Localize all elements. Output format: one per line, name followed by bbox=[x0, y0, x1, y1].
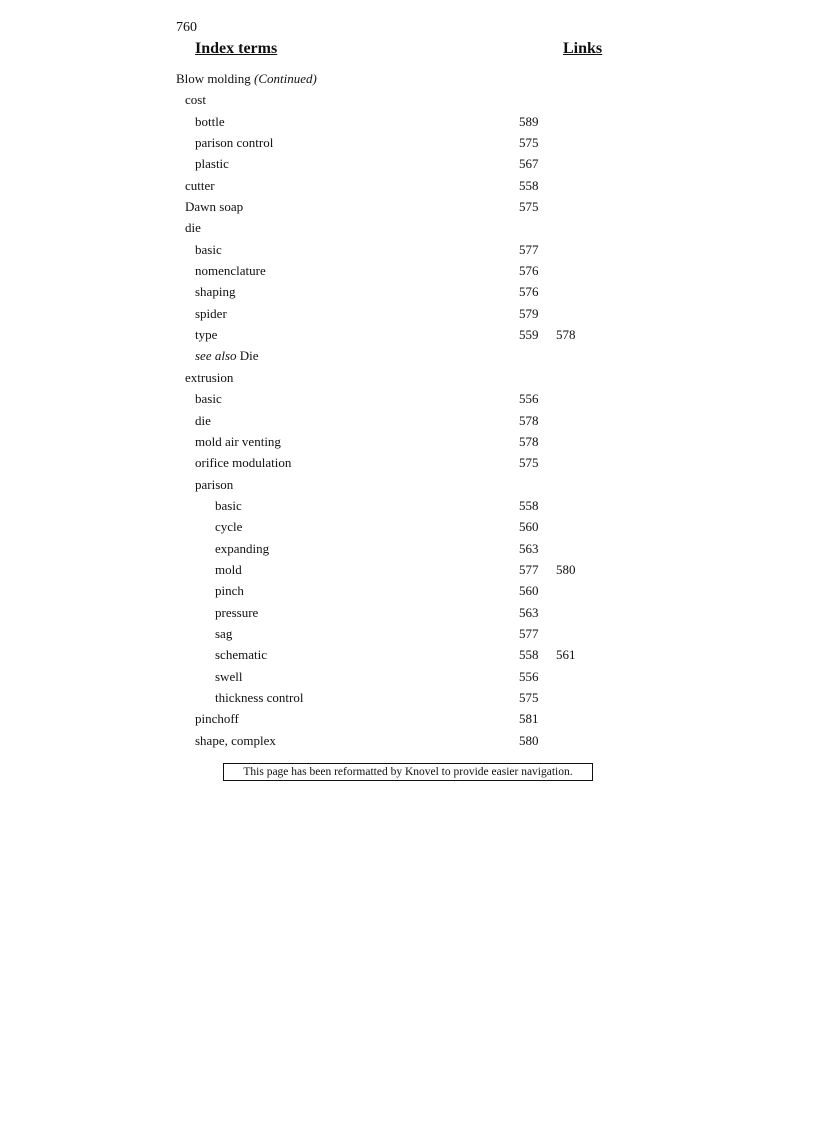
index-entry bbox=[0, 708, 816, 729]
page-link[interactable]: 577 bbox=[519, 241, 539, 257]
index-term bbox=[195, 153, 229, 174]
index-entry bbox=[0, 68, 816, 89]
page-link[interactable]: 556 bbox=[519, 668, 539, 684]
index-term bbox=[195, 431, 281, 452]
page-link[interactable]: 576 bbox=[519, 284, 539, 300]
index-term-text: cycle bbox=[215, 519, 243, 535]
page-link[interactable]: 558 bbox=[519, 647, 539, 663]
index-entry bbox=[0, 687, 816, 708]
index-entry bbox=[0, 666, 816, 687]
index-term bbox=[195, 452, 291, 473]
page-link[interactable]: 577 bbox=[519, 625, 539, 641]
page-link[interactable]: 580 bbox=[519, 732, 539, 748]
index-entry bbox=[0, 495, 816, 516]
continued-label: (Continued) bbox=[254, 71, 317, 86]
index-term bbox=[195, 388, 222, 409]
page-link[interactable]: 578 bbox=[519, 412, 539, 428]
index-entry bbox=[0, 324, 816, 345]
reformat-notice: This page has been reformatted by Knovel to provide easier navigation. bbox=[223, 763, 593, 781]
page-link[interactable]: 578 bbox=[556, 327, 576, 343]
index-entry bbox=[0, 303, 816, 324]
index-entry bbox=[0, 410, 816, 431]
index-term-text: pressure bbox=[215, 604, 259, 620]
index-term bbox=[195, 239, 222, 260]
page-link[interactable]: 563 bbox=[519, 540, 539, 556]
page-link[interactable]: 579 bbox=[519, 305, 539, 321]
index-entry bbox=[0, 452, 816, 473]
index-term-text: Blow molding bbox=[176, 71, 255, 86]
page-link[interactable]: 559 bbox=[519, 327, 539, 343]
page-link[interactable]: 567 bbox=[519, 156, 539, 172]
index-term bbox=[195, 303, 227, 324]
index-entry bbox=[0, 111, 816, 132]
page-link[interactable]: 575 bbox=[519, 199, 539, 215]
page-link[interactable]: 575 bbox=[519, 135, 539, 151]
page-link[interactable]: 575 bbox=[519, 455, 539, 471]
index-term bbox=[215, 538, 269, 559]
index-term-text: mold air venting bbox=[195, 433, 281, 449]
index-term-text: die bbox=[185, 220, 201, 236]
index-term-text: expanding bbox=[215, 540, 270, 556]
index-term-text: type bbox=[195, 327, 218, 343]
index-term-text: spider bbox=[195, 305, 227, 321]
index-entry bbox=[0, 559, 816, 580]
page-link[interactable]: 577 bbox=[519, 561, 539, 577]
index-term bbox=[215, 623, 232, 644]
index-entry bbox=[0, 153, 816, 174]
index-term-text: shaping bbox=[195, 284, 236, 300]
index-term bbox=[195, 324, 217, 345]
index-term-text: thickness control bbox=[215, 689, 304, 705]
index-term-text: nomenclature bbox=[195, 263, 266, 279]
index-term-text: orifice modulation bbox=[195, 455, 292, 471]
index-term-text: pinchoff bbox=[195, 711, 239, 727]
index-entry bbox=[0, 580, 816, 601]
index-term-text: pinch bbox=[215, 583, 244, 599]
page-link[interactable]: 576 bbox=[519, 263, 539, 279]
index-term-text: die bbox=[195, 412, 211, 428]
index-term-text: plastic bbox=[195, 156, 229, 172]
index-term bbox=[195, 260, 266, 281]
index-entry bbox=[0, 730, 816, 751]
page-link[interactable]: 563 bbox=[519, 604, 539, 620]
index-term-text: mold bbox=[215, 561, 242, 577]
index-term bbox=[215, 516, 242, 537]
index-entry bbox=[0, 474, 816, 495]
index-term bbox=[215, 580, 244, 601]
page-link[interactable]: 561 bbox=[556, 647, 576, 663]
index-term bbox=[215, 687, 303, 708]
page-link[interactable]: 556 bbox=[519, 391, 539, 407]
index-term bbox=[215, 559, 242, 580]
index-term-text: basic bbox=[195, 241, 222, 257]
page-link[interactable]: 558 bbox=[519, 177, 539, 193]
index-term-text: parison bbox=[195, 476, 234, 492]
index-term bbox=[185, 217, 201, 238]
links-header: Links bbox=[563, 40, 603, 57]
index-term bbox=[195, 410, 211, 431]
index-term-text: Die bbox=[236, 348, 259, 364]
index-entry bbox=[0, 644, 816, 665]
index-entry bbox=[0, 132, 816, 153]
index-term bbox=[215, 644, 267, 665]
page-number: 760 bbox=[176, 20, 197, 35]
index-terms-header: Index terms bbox=[195, 40, 278, 57]
index-entry bbox=[0, 367, 816, 388]
index-term-text: schematic bbox=[215, 647, 267, 663]
page-link[interactable]: 575 bbox=[519, 689, 539, 705]
index-entry bbox=[0, 623, 816, 644]
index-term-text: basic bbox=[195, 391, 222, 407]
page-link[interactable]: 581 bbox=[519, 711, 539, 727]
index-term bbox=[215, 666, 242, 687]
page-link[interactable]: 560 bbox=[519, 519, 539, 535]
see-also-label: see also bbox=[195, 348, 237, 364]
page-link[interactable]: 560 bbox=[519, 583, 539, 599]
index-term-text: parison control bbox=[195, 135, 274, 151]
index-term bbox=[176, 68, 317, 89]
index-term bbox=[195, 281, 235, 302]
index-term bbox=[195, 345, 259, 366]
index-term bbox=[195, 708, 239, 729]
index-entry bbox=[0, 602, 816, 623]
index-term-text: cutter bbox=[185, 177, 215, 193]
page-link[interactable]: 558 bbox=[519, 497, 539, 513]
index-entry bbox=[0, 260, 816, 281]
index-term-text: basic bbox=[215, 497, 242, 513]
index-term bbox=[195, 474, 233, 495]
index-term bbox=[195, 132, 273, 153]
index-entry bbox=[0, 175, 816, 196]
index-entry bbox=[0, 431, 816, 452]
index-term bbox=[185, 89, 206, 110]
index-entry bbox=[0, 196, 816, 217]
index-entry bbox=[0, 516, 816, 537]
index-term bbox=[215, 602, 258, 623]
index-term-text: swell bbox=[215, 668, 243, 684]
index-term-text: cost bbox=[185, 92, 206, 108]
index-term-text: bottle bbox=[195, 113, 225, 129]
page-link[interactable]: 578 bbox=[519, 433, 539, 449]
index-term-text: shape, complex bbox=[195, 732, 276, 748]
index-term-text: extrusion bbox=[185, 369, 234, 385]
index-entries bbox=[0, 68, 816, 751]
page-link[interactable]: 580 bbox=[556, 561, 576, 577]
index-entry bbox=[0, 217, 816, 238]
index-entry bbox=[0, 239, 816, 260]
index-term bbox=[195, 730, 276, 751]
index-entry bbox=[0, 345, 816, 366]
index-term bbox=[215, 495, 242, 516]
index-entry bbox=[0, 281, 816, 302]
index-term bbox=[185, 196, 243, 217]
index-term bbox=[185, 175, 215, 196]
index-entry bbox=[0, 89, 816, 110]
page-link[interactable]: 589 bbox=[519, 113, 539, 129]
index-term-text: Dawn soap bbox=[185, 199, 244, 215]
index-term-text: sag bbox=[215, 625, 233, 641]
index-term bbox=[195, 111, 225, 132]
index-entry bbox=[0, 388, 816, 409]
index-entry bbox=[0, 538, 816, 559]
index-term bbox=[185, 367, 233, 388]
